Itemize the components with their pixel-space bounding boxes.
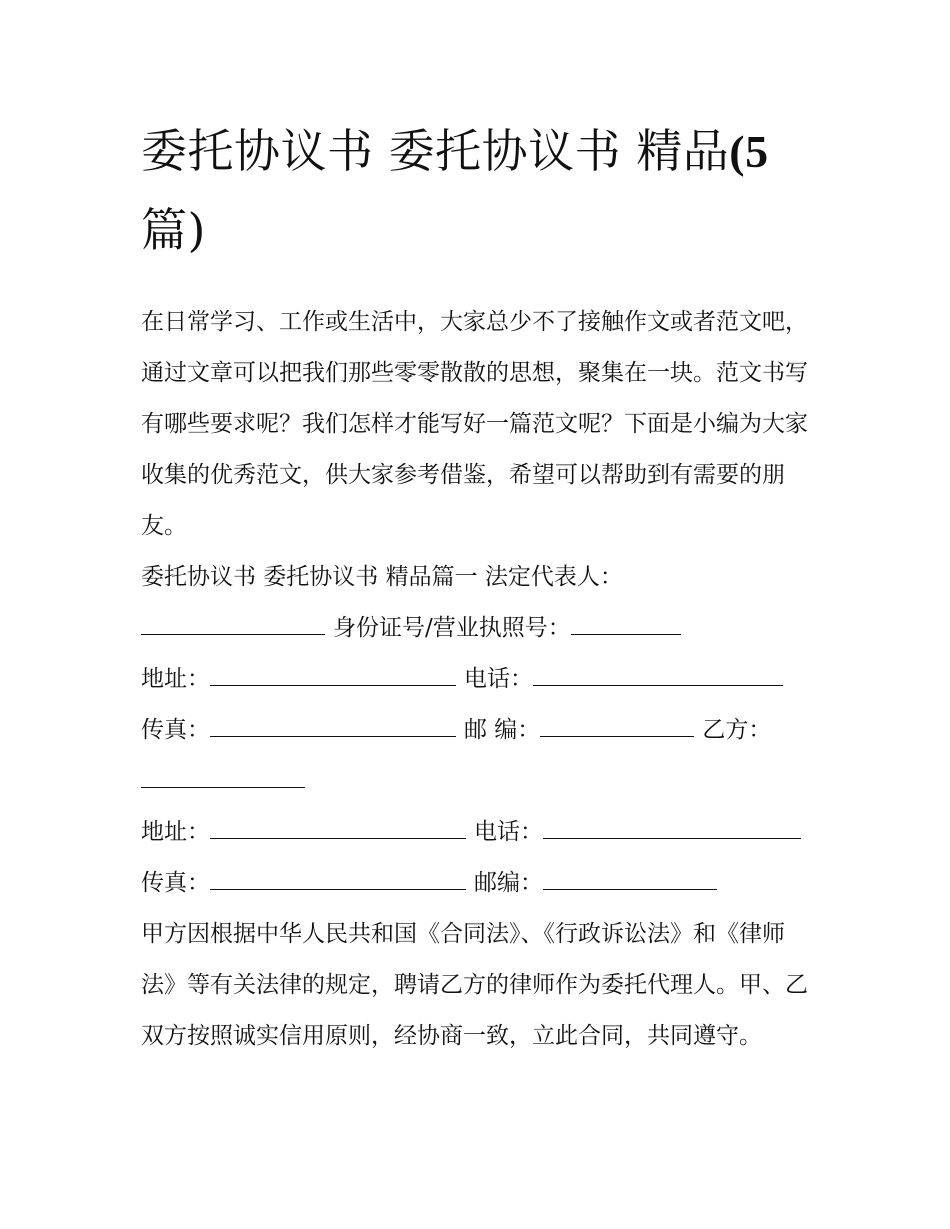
party-a-fax-row xyxy=(141,705,813,756)
postcode-blank xyxy=(540,716,694,737)
id-blank xyxy=(571,614,681,635)
party-b-fax-row xyxy=(141,858,813,909)
phone-blank-b xyxy=(543,818,801,839)
title-suffix: 篇) xyxy=(141,203,206,257)
section-heading: 委托协议书 委托协议书 精品篇一 法定代表人： xyxy=(141,564,623,590)
phone-label: 电话： xyxy=(464,666,533,692)
postcode-blank-b xyxy=(543,869,717,890)
fax-blank xyxy=(210,716,456,737)
intro-paragraph: 在日常学习、工作或生活中，大家总少不了接触作文或者范文吧，通过文章可以把我们那些零零散散的思想，聚集在一块。范文书写有哪些要求呢？我们怎样才能写好一篇范文呢？下面是小编为大家收集的优秀范文，供大家参考借鉴，希望可以帮助到有需要的朋友。 xyxy=(141,309,808,539)
address-blank xyxy=(210,665,456,686)
title-count: (5 xyxy=(729,126,769,177)
address-label-b: 地址： xyxy=(141,819,210,845)
postcode-label-b: 邮编： xyxy=(474,870,543,896)
id-label: 身份证号/营业执照号： xyxy=(333,615,571,641)
address-label: 地址： xyxy=(141,666,210,692)
body-paragraph: 甲方因根据中华人民共和国《合同法》、《行政诉讼法》和《律师法》等有关法律的规定，聘请乙方的律师作为委托代理人。甲、乙双方按照诚实信用原则，经协商一致，立此合同，共同遵守。 xyxy=(141,921,808,1049)
document-page xyxy=(141,112,813,1062)
legal-rep-blank xyxy=(141,614,325,635)
postcode-label: 邮 编： xyxy=(464,717,541,743)
party-a-id-row xyxy=(141,603,813,654)
document-title xyxy=(141,112,813,269)
title-text: 委托协议书 委托协议书 精品 xyxy=(141,124,730,178)
party-b-name-row xyxy=(141,756,813,807)
fax-label: 传真： xyxy=(141,717,210,743)
party-b-label: 乙方： xyxy=(702,717,772,743)
fax-label-b: 传真： xyxy=(141,870,210,896)
phone-label-b: 电话： xyxy=(474,819,543,845)
fax-blank-b xyxy=(210,869,466,890)
party-a-address-row xyxy=(141,654,813,705)
phone-blank xyxy=(533,665,783,686)
party-b-blank xyxy=(141,767,305,788)
address-blank-b xyxy=(210,818,466,839)
party-b-address-row xyxy=(141,807,813,858)
